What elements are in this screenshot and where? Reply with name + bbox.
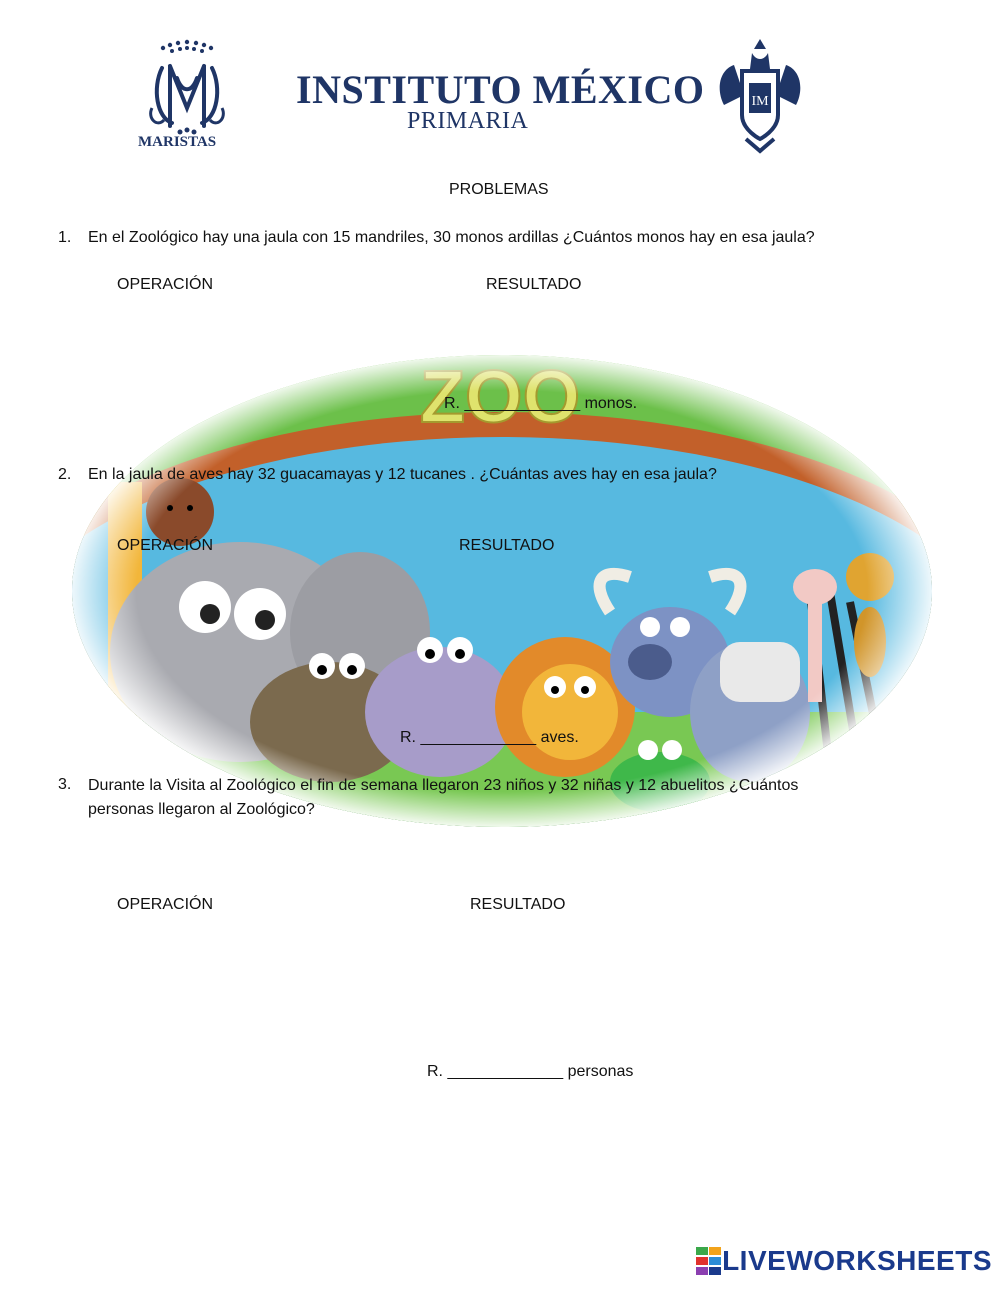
liveworksheets-logo[interactable] — [696, 1241, 992, 1281]
problem-3-result-label: RESULTADO — [470, 896, 566, 913]
liveworksheets-brand: LIVEWORKSHEETS — [722, 1245, 992, 1276]
liveworksheets-icon — [696, 1247, 722, 1275]
svg-text:IM: IM — [751, 94, 769, 109]
problem-3-answer[interactable]: R. _____________ personas — [427, 1063, 634, 1080]
maristas-label: MARISTAS — [138, 134, 217, 150]
problem-1-answer[interactable]: R. _____________ monos. — [444, 395, 638, 412]
school-name: INSTITUTO MÉXICO — [296, 67, 705, 112]
problem-2-operation-label: OPERACIÓN — [117, 537, 214, 554]
eagle-crest-icon — [714, 35, 806, 155]
problem-3-number: 3. — [58, 776, 72, 793]
page-title: PROBLEMAS — [449, 181, 549, 198]
problem-3-operation-label: OPERACIÓN — [117, 896, 214, 913]
zoo-illustration — [70, 352, 935, 830]
problem-1-number: 1. — [58, 229, 72, 246]
problem-1-text: En el Zoológico hay una jaula con 15 mandriles, 30 monos ardillas ¿Cuántos monos hay en esa jaula? — [88, 229, 815, 246]
eagle-crest-logo — [714, 35, 806, 155]
problem-3-text-line-1: Durante la Visita al Zoológico el fin de semana llegaron 23 niños y 32 niñas y 12 abuelitos ¿Cuántos — [88, 777, 799, 794]
problem-2-number: 2. — [58, 466, 72, 483]
school-level: PRIMARIA — [407, 108, 529, 134]
problem-2-answer[interactable]: R. _____________ aves. — [400, 729, 579, 746]
problem-3-text-line-2: personas llegaron al Zoológico? — [88, 801, 315, 818]
problem-2-text: En la jaula de aves hay 32 guacamayas y 12 tucanes . ¿Cuántas aves hay en esa jaula? — [88, 466, 717, 483]
problem-3-text — [88, 774, 798, 822]
problem-1-result-label: RESULTADO — [486, 276, 582, 293]
problem-1-operation-label: OPERACIÓN — [117, 276, 214, 293]
problem-2-result-label: RESULTADO — [459, 537, 555, 554]
